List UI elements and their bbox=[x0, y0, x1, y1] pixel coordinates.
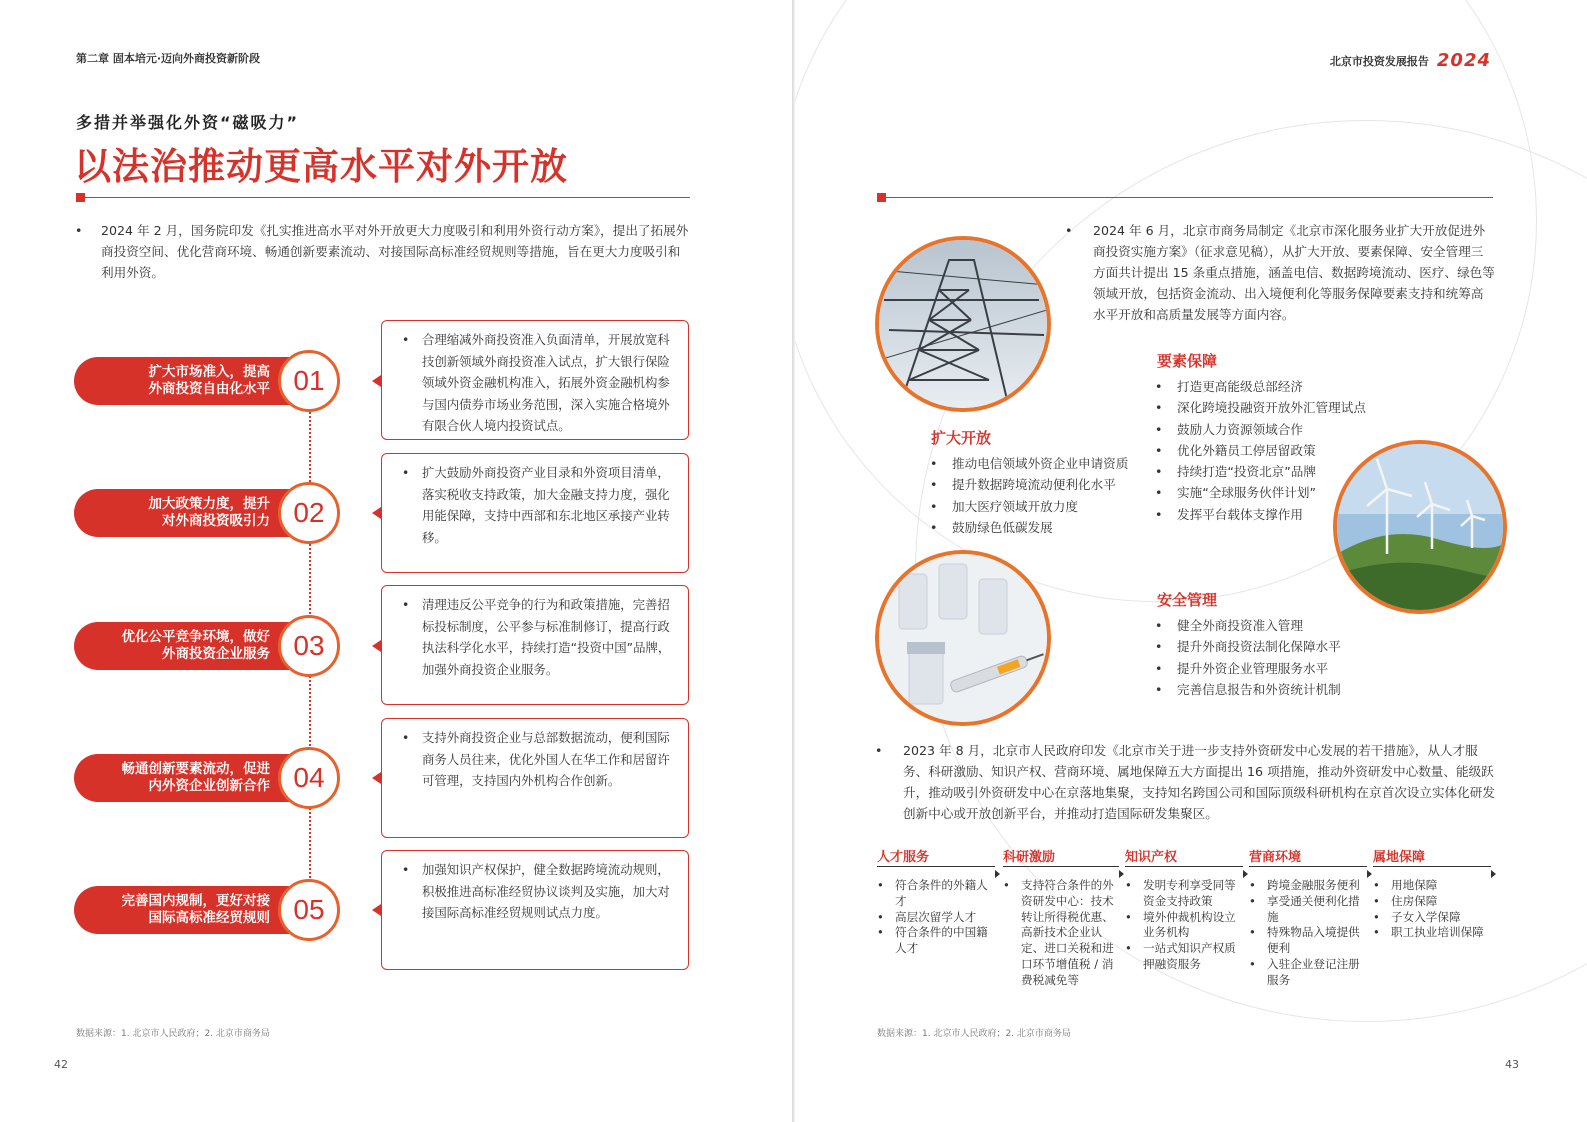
report-title: 北京市投资发展报告 bbox=[1329, 54, 1429, 68]
measure-box-03: • 清理违反公平竞争的行为和政策措施，完善招标投标制度，公平参与标准制修订，提高行政执法科学化水平，持续打造“投资中国”品牌，加强外商投资企业服务。 bbox=[381, 585, 689, 705]
category-title-local: 属地保障 bbox=[1373, 850, 1426, 865]
list-item: • 优化外籍员工停居留政策 bbox=[1153, 440, 1366, 461]
title-rule bbox=[885, 197, 1493, 198]
category-title-ip: 知识产权 bbox=[1125, 850, 1178, 865]
pointer-arrow bbox=[372, 904, 381, 916]
category-arrow bbox=[995, 870, 1000, 878]
power-tower-photo bbox=[875, 236, 1051, 412]
list-item: • 加大医疗领域开放力度 bbox=[928, 496, 1128, 517]
data-source: 数据来源：1. 北京市人民政府；2. 北京市商务局 bbox=[877, 1029, 1071, 1039]
second-paragraph: • 2023 年 8 月，北京市人民政府印发《北京市关于进一步支持外资研发中心发展的若干措施》，从人才服务、科研激励、知识产权、营商环境、属地保障五大方面提出 16 项措施，推动外资研发中心数量、能级跃升，推动吸引外资研发中心在京落地集聚，支持知名跨国公司和国际顶级科研机构在京首次设立实体化研发创新中心或开放创新平台，并推动打造国际研发集聚区。 bbox=[875, 743, 1495, 821]
expand-list bbox=[928, 453, 1128, 538]
list-item: • 推动电信领域外资企业申请资质 bbox=[928, 453, 1128, 474]
category-line bbox=[877, 866, 995, 867]
list-item: • 子女入学保障 bbox=[1373, 910, 1487, 926]
measure-box-04: • 支持外商投资企业与总部数据流动，便利国际商务人员往来，优化外国人在华工作和居留许可管理，支持国内外机构合作创新。 bbox=[381, 718, 689, 838]
measure-box-02: • 扩大鼓励外商投资产业目录和外资项目清单，落实税收支持政策，加大金融支持力度，强化用能保障，支持中西部和东北地区承接产业转移。 bbox=[381, 453, 689, 573]
category-line bbox=[1003, 866, 1119, 867]
measure-number-03: 03 bbox=[278, 615, 340, 677]
list-item: • 提升外商投资法制化保障水平 bbox=[1153, 636, 1341, 657]
data-source: 数据来源：1. 北京市人民政府；2. 北京市商务局 bbox=[76, 1029, 270, 1039]
list-item: • 深化跨境投融资开放外汇管理试点 bbox=[1153, 397, 1366, 418]
vaccine-vial-photo bbox=[875, 550, 1051, 726]
list-item: • 提升数据跨境流动便利化水平 bbox=[928, 474, 1128, 495]
intro-paragraph: • 2024 年 6 月，北京市商务局制定《北京市深化服务业扩大开放促进外商投资实施方案》（征求意见稿），从扩大开放、要素保障、安全管理三方面共计提出 15 条重点措施，涵盖电信、数据跨境流动、医疗、绿色等领域开放，包括资金流动、出入境便利化等服务保障要素支持和统筹高水平开放和高质量发展等方面内容。 bbox=[1065, 223, 1495, 322]
list-item: • 提升外资企业管理服务水平 bbox=[1153, 658, 1341, 679]
section-title-expand: 扩大开放 bbox=[931, 429, 992, 447]
pointer-arrow bbox=[372, 507, 381, 519]
list-item: • 支持符合条件的外资研发中心：技术转让所得税优惠、高新技术企业认定、进口关税和进口环节增值税 / 消费税减免等 bbox=[1003, 878, 1115, 989]
page-number: 43 bbox=[1505, 1058, 1519, 1071]
section-kicker: 多措并举强化外资“磁吸力” bbox=[76, 113, 300, 132]
page-title: 以法治推动更高水平对外开放 bbox=[74, 145, 568, 188]
title-rule bbox=[84, 197, 690, 198]
category-line bbox=[1249, 866, 1367, 867]
measure-pill-02: 加大政策力度，提升 对外商投资吸引力 bbox=[74, 489, 304, 537]
list-item: • 鼓励绿色低碳发展 bbox=[928, 517, 1128, 538]
category-arrow bbox=[1119, 870, 1124, 878]
report-header bbox=[1330, 50, 1491, 71]
list-item: • 发明专利享受同等资金支持政策 bbox=[1125, 878, 1239, 910]
list-item: • 享受通关便利化措施 bbox=[1249, 894, 1363, 926]
list-item: • 入驻企业登记注册服务 bbox=[1249, 957, 1363, 989]
measure-number-04: 04 bbox=[278, 747, 340, 809]
list-item: • 符合条件的中国籍人才 bbox=[877, 925, 989, 957]
measure-pill-01: 扩大市场准入，提高 外商投资自由化水平 bbox=[74, 357, 304, 405]
category-title-research: 科研激励 bbox=[1003, 850, 1056, 865]
factors-list bbox=[1153, 376, 1366, 525]
measure-pill-04: 畅通创新要素流动，促进 内外资企业创新合作 bbox=[74, 754, 304, 802]
pointer-arrow bbox=[372, 375, 381, 387]
list-item: • 持续打造“投资北京”品牌 bbox=[1153, 461, 1366, 482]
measure-pill-05: 完善国内规制，更好对接 国际高标准经贸规则 bbox=[74, 886, 304, 934]
page-number: 42 bbox=[54, 1058, 68, 1071]
list-item: • 发挥平台载体支撑作用 bbox=[1153, 504, 1366, 525]
category-list-talent bbox=[877, 878, 989, 957]
category-arrow bbox=[1243, 870, 1248, 878]
section-title-security: 安全管理 bbox=[1157, 591, 1218, 609]
category-line bbox=[1125, 866, 1243, 867]
list-item: • 健全外商投资准入管理 bbox=[1153, 615, 1341, 636]
category-title-business: 营商环境 bbox=[1249, 850, 1302, 865]
section-title-factors: 要素保障 bbox=[1157, 352, 1218, 370]
category-list-local bbox=[1373, 878, 1487, 941]
list-item: • 实施“全球服务伙伴计划” bbox=[1153, 482, 1366, 503]
list-item: • 符合条件的外籍人才 bbox=[877, 878, 989, 910]
measure-pill-03: 优化公平竞争环境，做好 外商投资企业服务 bbox=[74, 622, 304, 670]
category-list-ip bbox=[1125, 878, 1239, 973]
list-item: • 鼓励人力资源领域合作 bbox=[1153, 419, 1366, 440]
left-page bbox=[0, 0, 792, 1122]
pointer-arrow bbox=[372, 640, 381, 652]
pointer-arrow bbox=[372, 772, 381, 784]
intro-text: 2024 年 2 月，国务院印发《扎实推进高水平对外开放更大力度吸引和利用外资行动方案》，提出了拓展外商投资空间、优化营商环境、畅通创新要素流动、对接国际高标准经贸规则等措施，旨在更大力度吸引和利用外资。 bbox=[101, 223, 689, 280]
category-title-talent: 人才服务 bbox=[877, 850, 930, 865]
security-list bbox=[1153, 615, 1341, 700]
category-arrow bbox=[1367, 870, 1372, 878]
list-item: • 用地保障 bbox=[1373, 878, 1487, 894]
list-item: • 打造更高能级总部经济 bbox=[1153, 376, 1366, 397]
right-page bbox=[795, 0, 1587, 1122]
measure-number-05: 05 bbox=[278, 879, 340, 941]
measure-number-02: 02 bbox=[278, 482, 340, 544]
list-item: • 一站式知识产权质押融资服务 bbox=[1125, 941, 1239, 973]
intro-text: 2024 年 6 月，北京市商务局制定《北京市深化服务业扩大开放促进外商投资实施方案》（征求意见稿），从扩大开放、要素保障、安全管理三方面共计提出 15 条重点措施，涵盖电信、数据跨境流动、医疗、绿色等领域开放，包括资金流动、出入境便利化等服务保障要素支持和统筹高水平开放和高质量发展等方面内容。 bbox=[1093, 223, 1495, 322]
second-paragraph-text: 2023 年 8 月，北京市人民政府印发《北京市关于进一步支持外资研发中心发展的若干措施》，从人才服务、科研激励、知识产权、营商环境、属地保障五大方面提出 16 项措施，推动外资研发中心数量、能级跃升，推动吸引外资研发中心在京落地集聚，支持知名跨国公司和国际顶级科研机构在京首次设立实体化研发创新中心或开放创新平台，并推动打造国际研发集聚区。 bbox=[903, 743, 1495, 821]
report-year-logo: 2024 bbox=[1436, 50, 1491, 71]
list-item: • 完善信息报告和外资统计机制 bbox=[1153, 679, 1341, 700]
measure-box-01: • 合理缩减外商投资准入负面清单，开展放宽科技创新领域外商投资准入试点，扩大银行保险领域外资金融机构准入，拓展外资金融机构参与国内债券市场业务范围，深入实施合格境外有限合伙人境内投资试点。 bbox=[381, 320, 689, 440]
category-line bbox=[1373, 866, 1491, 867]
category-list-business bbox=[1249, 878, 1363, 989]
measure-box-05: • 加强知识产权保护，健全数据跨境流动规则，积极推进高标准经贸协议谈判及实施，加大对接国际高标准经贸规则试点力度。 bbox=[381, 850, 689, 970]
list-item: • 高层次留学人才 bbox=[877, 910, 989, 926]
list-item: • 住房保障 bbox=[1373, 894, 1487, 910]
measure-number-01: 01 bbox=[278, 350, 340, 412]
category-arrow bbox=[1491, 870, 1496, 878]
category-list-research bbox=[1003, 878, 1115, 989]
intro-paragraph: • 2024 年 2 月，国务院印发《扎实推进高水平对外开放更大力度吸引和利用外资行动方案》，提出了拓展外商投资空间、优化营商环境、畅通创新要素流动、对接国际高标准经贸规则等措施，旨在更大力度吸引和利用外资。 bbox=[75, 223, 689, 280]
chapter-header: 第二章 固本培元·迈向外商投资新阶段 bbox=[76, 52, 261, 65]
list-item: • 职工执业培训保障 bbox=[1373, 925, 1487, 941]
list-item: • 跨境金融服务便利 bbox=[1249, 878, 1363, 894]
list-item: • 境外仲裁机构设立业务机构 bbox=[1125, 910, 1239, 942]
list-item: • 特殊物品入境提供便利 bbox=[1249, 925, 1363, 957]
